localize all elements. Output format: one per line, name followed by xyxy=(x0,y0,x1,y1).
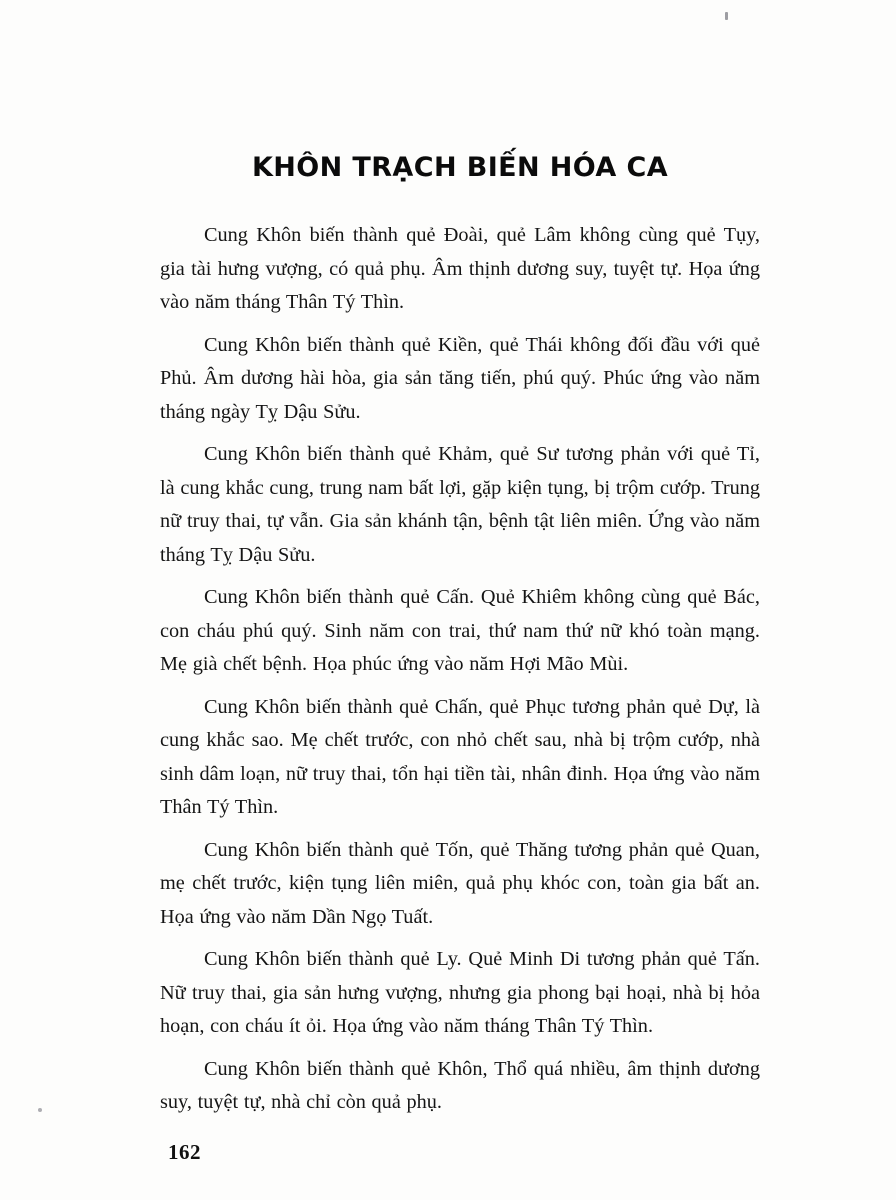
paragraph: Cung Khôn biến thành quẻ Kiền, quẻ Thái không đối đầu với quẻ Phủ. Âm dương hài hòa, gia sản tăng tiến, phú quý. Phúc ứng vào năm tháng ngày Tỵ Dậu Sửu. xyxy=(160,333,760,423)
paragraph: Cung Khôn biến thành quẻ Chấn, quẻ Phục tương phản quẻ Dự, là cung khắc sao. Mẹ chết trước, con nhỏ chết sau, nhà bị trộm cướp, nhà sinh dâm loạn, nữ truy thai, tổn hại tiền tài, nhân đinh. Họa ứng vào năm Thân Tý Thìn. xyxy=(160,695,760,818)
paragraph: Cung Khôn biến thành quẻ Cấn. Quẻ Khiêm không cùng quẻ Bác, con cháu phú quý. Sinh năm con trai, thứ nam thứ nữ khó toàn mạng. Mẹ già chết bệnh. Họa phúc ứng vào năm Hợi Mão Mùi. xyxy=(160,586,760,675)
paragraph: Cung Khôn biến thành quẻ Khôn, Thổ quá nhiều, âm thịnh dương suy, tuyệt tự, nhà chỉ còn quả phụ. xyxy=(160,1057,760,1113)
page-content xyxy=(160,0,760,1120)
scan-speck-bottom-icon xyxy=(38,1108,42,1112)
page-title: KHÔN TRẠCH BIẾN HÓA CA xyxy=(251,152,669,183)
page-number: 162 xyxy=(168,1140,201,1164)
paragraph: Cung Khôn biến thành quẻ Ly. Quẻ Minh Di tương phản quẻ Tấn. Nữ truy thai, gia sản hưng vượng, nhưng gia phong bại hoại, nhà bị hỏa hoạn, con cháu ít ỏi. Họa ứng vào năm tháng Thân Tý Thìn. xyxy=(160,948,760,1037)
paragraph: Cung Khôn biến thành quẻ Tốn, quẻ Thăng tương phản quẻ Quan, mẹ chết trước, kiện tụng liên miên, quả phụ khóc con, toàn gia bất an. Họa ứng vào năm Dần Ngọ Tuất. xyxy=(160,838,760,928)
paragraph: Cung Khôn biến thành quẻ Đoài, quẻ Lâm không cùng quẻ Tụy, gia tài hưng vượng, có quả phụ. Âm thịnh dương suy, tuyệt tự. Họa ứng vào năm tháng Thân Tý Thìn. xyxy=(160,224,760,313)
body-text xyxy=(160,219,760,1120)
paragraph: Cung Khôn biến thành quẻ Khảm, quẻ Sư tương phản với quẻ Tỉ, là cung khắc cung, trung nam bất lợi, gặp kiện tụng, bị trộm cướp. Trung nữ truy thai, tự vẫn. Gia sản khánh tận, bệnh tật liên miên. Ứng vào năm tháng Tỵ Dậu Sửu. xyxy=(160,443,760,566)
